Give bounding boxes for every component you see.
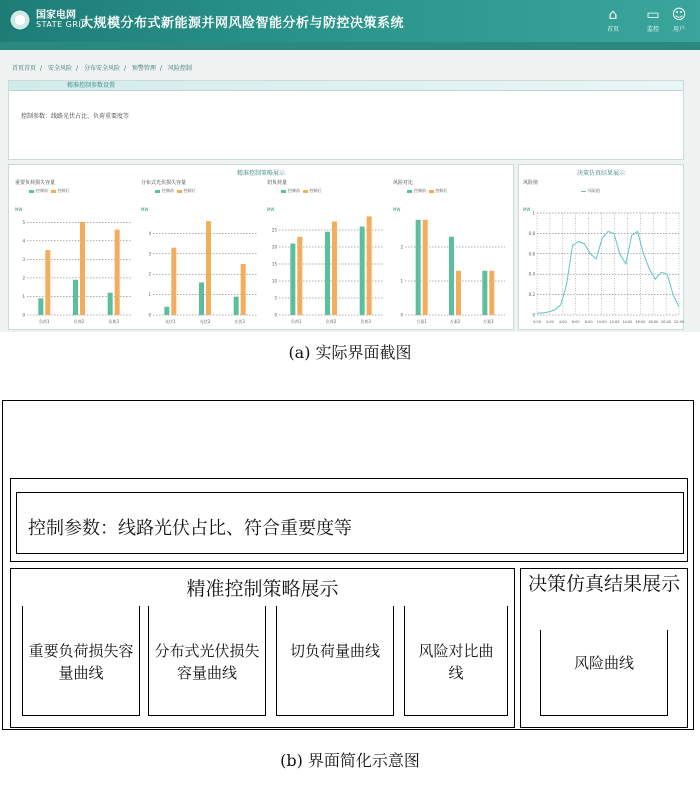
chart-load-shedding — [265, 179, 389, 329]
tick-label: 20:00 — [661, 320, 672, 324]
tick-label: 3 — [22, 256, 25, 262]
tick-label: 4 — [148, 230, 151, 236]
category-label: 负荷1 — [291, 319, 302, 324]
sim-label: 决策仿真结果展示 — [527, 573, 680, 595]
bar-before — [416, 220, 421, 315]
monitor-icon: ▭ — [646, 7, 660, 23]
sub-label-2: 分布式光伏损失容量曲线 — [154, 642, 260, 682]
bar-after — [367, 216, 372, 315]
chart-legend: 控制前 控制后 — [281, 188, 322, 194]
sub-label-3: 切负荷量曲线 — [290, 642, 381, 660]
breadcrumb-item[interactable]: 分布安全风险 — [83, 65, 120, 72]
tick-label: 1 — [22, 293, 25, 299]
bar-before — [73, 280, 78, 315]
tick-label: 0.4 — [528, 271, 535, 277]
tick-label: 0.6 — [528, 251, 535, 257]
state-grid-logo-icon — [8, 8, 32, 32]
tick-label: 25 — [271, 227, 277, 233]
tick-label: 0.8 — [528, 230, 535, 236]
bar-after — [456, 271, 461, 315]
tick-label: 0 — [22, 312, 25, 318]
sim-sub-label: 风险曲线 — [573, 654, 634, 672]
home-icon: ⌂ — [608, 7, 618, 23]
bar-after — [489, 271, 494, 315]
org-name-en: STATE GRID — [36, 20, 88, 29]
tick-label: 10 — [271, 278, 277, 284]
chart-title: 分布式光伏损失容量 — [141, 180, 187, 186]
chart-legend: 控制前 控制后 — [155, 188, 196, 194]
breadcrumb-item[interactable]: 安全风险 — [47, 65, 72, 72]
bar-chart — [13, 209, 137, 329]
line-chart — [521, 209, 683, 329]
user-icon: ☺ — [671, 7, 687, 23]
tick-label: 0 — [274, 312, 277, 318]
unit-label: MW — [141, 207, 149, 212]
caption-b: (b) 界面简化示意图 — [280, 751, 420, 770]
screenshot-panel — [0, 0, 700, 332]
bar-before — [164, 307, 169, 315]
chart-title: 切负荷量 — [267, 180, 288, 186]
breadcrumb: 首页首页 / 安全风险 / 分布安全风险 / 预警管理 / 风险控制 — [12, 65, 192, 72]
category-label: 方案1 — [416, 319, 427, 324]
bar-chart — [265, 209, 389, 329]
param-label: 控制参数：线路光伏占比、符合重要度等 — [28, 518, 352, 539]
sub-label-4: 风险对比曲线 — [418, 642, 494, 682]
sim-title: 决策仿真结果展示 — [576, 170, 625, 177]
tick-label: 0 — [400, 312, 403, 318]
tick-label: 2 — [22, 275, 25, 281]
breadcrumb-item[interactable]: 风险控制 — [167, 65, 192, 72]
system-title: 大规模分布式新能源并网风险智能分析与防控决策系统 — [80, 16, 405, 31]
chart-legend: 控制前 控制后 — [29, 188, 70, 194]
breadcrumb-item[interactable]: 预警管理 — [131, 65, 156, 72]
sub-label-1: 重要负荷损失容量曲线 — [28, 642, 134, 682]
tick-label: 3 — [148, 251, 151, 257]
strategy-title: 精准控制策略展示 — [236, 170, 285, 177]
bar-before — [360, 227, 365, 315]
bar-chart — [139, 209, 263, 329]
tick-label: 6:00 — [571, 320, 580, 324]
unit-label: MW — [267, 207, 275, 212]
chart-pv-loss — [139, 179, 263, 329]
bar-after — [423, 220, 428, 315]
bar-after — [297, 237, 302, 315]
tick-label: 2:00 — [545, 320, 554, 324]
strategy-label: 精准控制策略展示 — [186, 578, 339, 600]
bar-before — [482, 271, 487, 315]
bar-before — [290, 244, 295, 315]
tick-label: 4:00 — [558, 320, 567, 324]
tick-label: 22:00 — [673, 320, 685, 324]
user-label: 用户 — [672, 26, 685, 33]
category-label: 负荷3 — [108, 319, 119, 324]
tick-label: 1 — [400, 278, 403, 284]
tick-label: 8:00 — [584, 320, 593, 324]
chart-legend: 控制前 控制后 — [407, 188, 448, 194]
user-button[interactable] — [664, 6, 694, 36]
chart-risk-compare — [391, 179, 511, 329]
unit-label: MW — [393, 207, 401, 212]
tick-label: 12:00 — [609, 320, 620, 324]
bar-after — [80, 222, 85, 315]
bar-before — [108, 293, 113, 315]
nav-strip — [0, 42, 700, 50]
chart-title: 风险值 — [523, 180, 539, 186]
tick-label: 5 — [22, 219, 25, 225]
tick-label: 14:00 — [622, 320, 633, 324]
tick-label: 2 — [400, 244, 403, 250]
category-label: 负荷1 — [39, 319, 50, 324]
tick-label: 0.2 — [528, 292, 535, 298]
bar-chart — [391, 209, 511, 329]
tick-label: 2 — [148, 271, 151, 277]
bar-before — [199, 282, 204, 315]
category-label: 光伏3 — [234, 319, 245, 324]
home-label: 首页 — [606, 26, 619, 33]
tick-label: 1 — [148, 292, 151, 298]
chart-title: 风险对比 — [393, 180, 414, 186]
risk-series-line — [537, 231, 679, 313]
bar-before — [234, 297, 239, 315]
tick-label: 1 — [532, 210, 535, 216]
tick-label: 15 — [271, 261, 277, 267]
bar-after — [115, 230, 120, 315]
bar-after — [332, 222, 337, 316]
risk-line-chart — [521, 179, 683, 329]
category-label: 方案2 — [449, 319, 461, 324]
category-label: 方案3 — [483, 319, 494, 324]
strategy-panel — [8, 164, 514, 330]
tick-label: 20 — [271, 244, 277, 250]
tick-label: 16:00 — [635, 320, 646, 324]
org-name: 国家电网 — [36, 10, 76, 21]
bar-after — [45, 250, 50, 315]
bar-after — [206, 221, 211, 315]
bar-before — [38, 298, 43, 315]
chart-legend: 风险值 — [581, 188, 600, 194]
unit-label: MW — [523, 207, 531, 212]
param-text: 控制参数：线路光伏占比、负荷重要度等 — [21, 113, 130, 120]
chart-title: 重要负荷损失容量 — [15, 180, 56, 186]
tick-label: 0 — [532, 312, 535, 318]
bar-after — [241, 264, 246, 315]
bar-after — [171, 248, 176, 315]
param-panel — [8, 80, 684, 160]
unit-label: MW — [15, 207, 23, 212]
category-label: 负荷2 — [73, 319, 85, 324]
chart-important-load-loss — [13, 179, 137, 329]
tick-label: 0 — [148, 312, 151, 318]
category-label: 负荷3 — [360, 319, 371, 324]
simulation-panel — [518, 164, 684, 330]
monitor-label: 监控 — [646, 26, 659, 33]
category-label: 光伏2 — [199, 319, 211, 324]
breadcrumb-item[interactable]: 首页首页 — [12, 65, 37, 72]
top-bar — [0, 0, 700, 42]
tick-label: 18:00 — [648, 320, 659, 324]
caption-a: (a) 实际界面截图 — [288, 343, 412, 362]
category-label: 负荷2 — [325, 319, 337, 324]
tick-label: 10:00 — [596, 320, 607, 324]
bar-before — [449, 237, 454, 315]
param-panel-title: 精准控制参数设置 — [9, 81, 683, 91]
tick-label: 5 — [274, 295, 277, 301]
tick-label: 0:00 — [533, 320, 541, 324]
bar-before — [325, 232, 330, 315]
tick-label: 4 — [22, 238, 25, 244]
category-label: 光伏1 — [165, 319, 176, 324]
